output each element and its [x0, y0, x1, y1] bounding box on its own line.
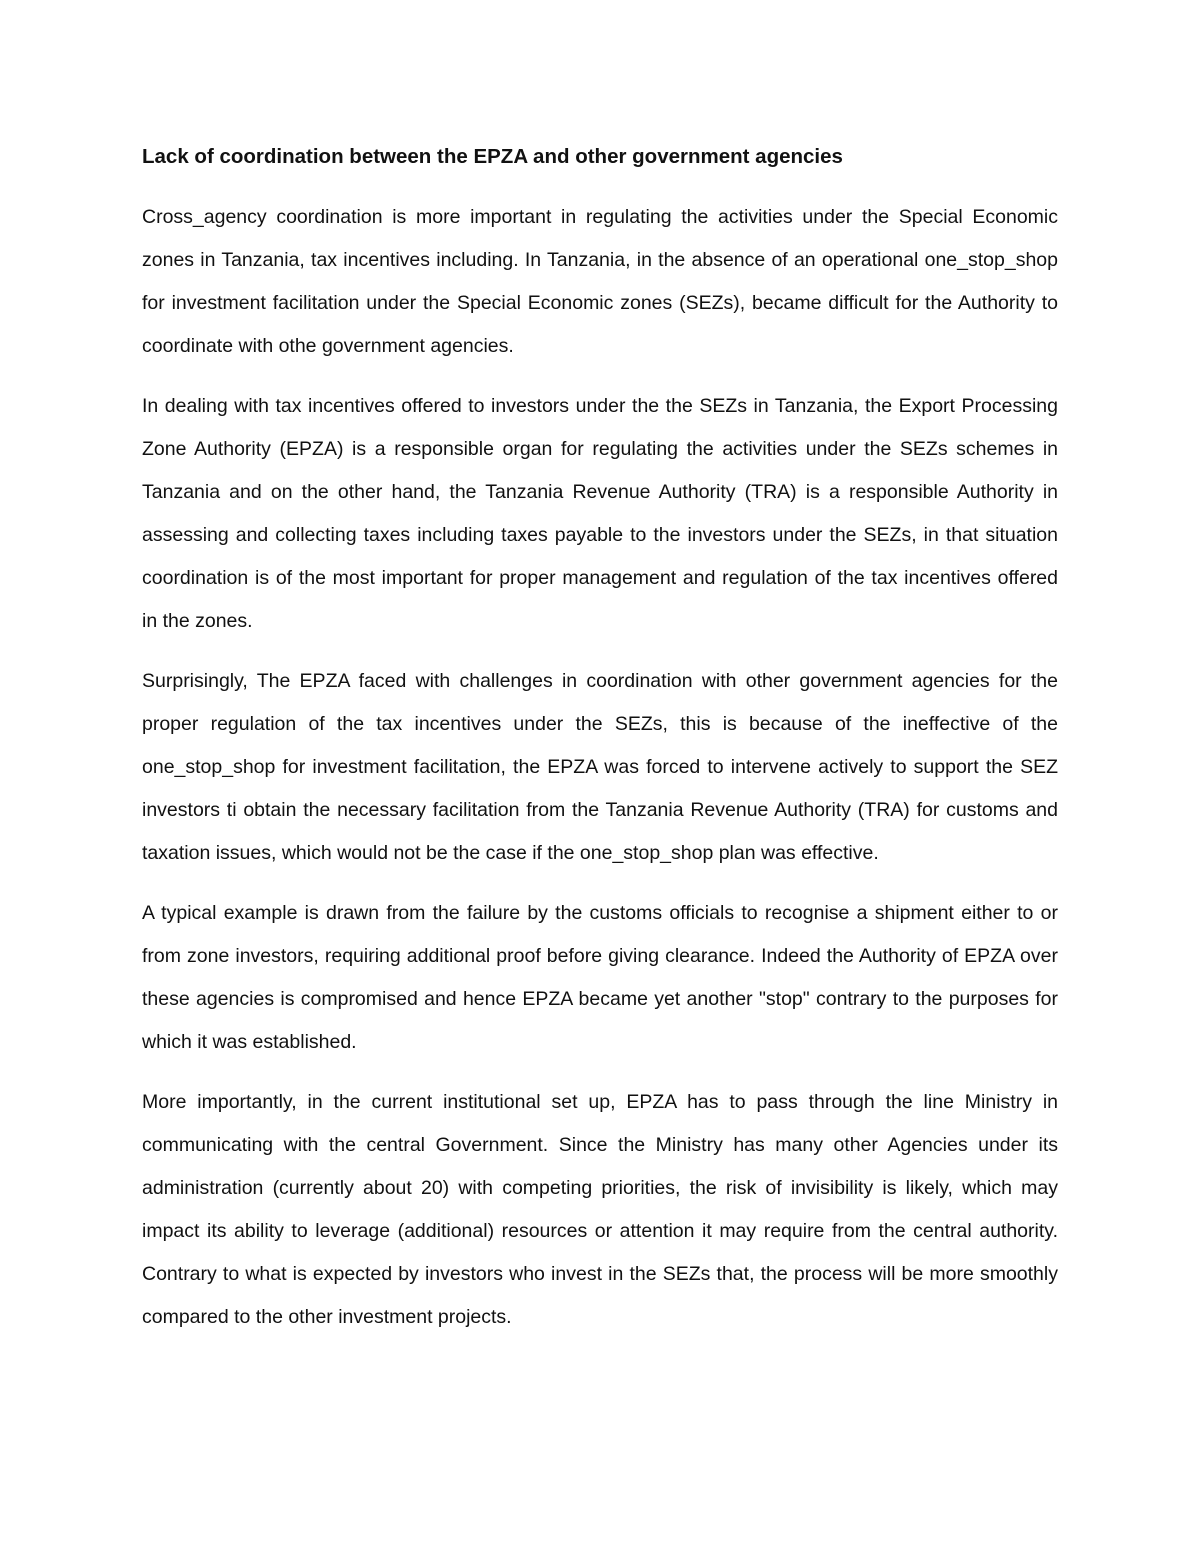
paragraph-challenges: Surprisingly, The EPZA faced with challenges in coordination with other government agencies for the proper regulation of the tax incentives under the SEZs, this is because of the ineffective of the one_stop_shop for investment facilitation, the EPZA was forced to intervene actively to support the SEZ investors ti obtain the necessary facilitation from the Tanzania Revenue Authority (TRA) for customs and taxation issues, which would not be the case if the one_stop_shop plan was effective.: [142, 670, 1058, 864]
document-body: [142, 140, 1058, 1356]
section-heading: Lack of coordination between the EPZA and other government agencies: [142, 145, 843, 168]
paragraph-tax-incentives: In dealing with tax incentives offered to investors under the the SEZs in Tanzania, the Export Processing Zone Authority (EPZA) is a responsible organ for regulating the activities under the SEZs schemes in Tanzania and on the other hand, the Tanzania Revenue Authority (TRA) is a responsible Authority in assessing and collecting taxes including taxes payable to the investors under the SEZs, in that situation coordination is of the most important for proper management and regulation of the tax incentives offered in the zones.: [142, 395, 1058, 632]
paragraph-cross-agency: Cross_agency coordination is more important in regulating the activities under the Special Economic zones in Tanzania, tax incentives including. In Tanzania, in the absence of an operational one_stop_shop for investment facilitation under the Special Economic zones (SEZs), became difficult for the Authority to coordinate with othe government agencies.: [142, 206, 1058, 357]
paragraph-example: A typical example is drawn from the failure by the customs officials to recognise a shipment either to or from zone investors, requiring additional proof before giving clearance. Indeed the Authority of EPZA over these agencies is compromised and hence EPZA became yet another "stop" contrary to the purposes for which it was established.: [142, 902, 1058, 1053]
paragraph-ministry: More importantly, in the current institutional set up, EPZA has to pass through the line Ministry in communicating with the central Government. Since the Ministry has many other Agencies under its administration (currently about 20) with competing priorities, the risk of invisibility is likely, which may impact its ability to leverage (additional) resources or attention it may require from the central authority. Contrary to what is expected by investors who invest in the SEZs that, the process will be more smoothly compared to the other investment projects.: [142, 1091, 1058, 1328]
